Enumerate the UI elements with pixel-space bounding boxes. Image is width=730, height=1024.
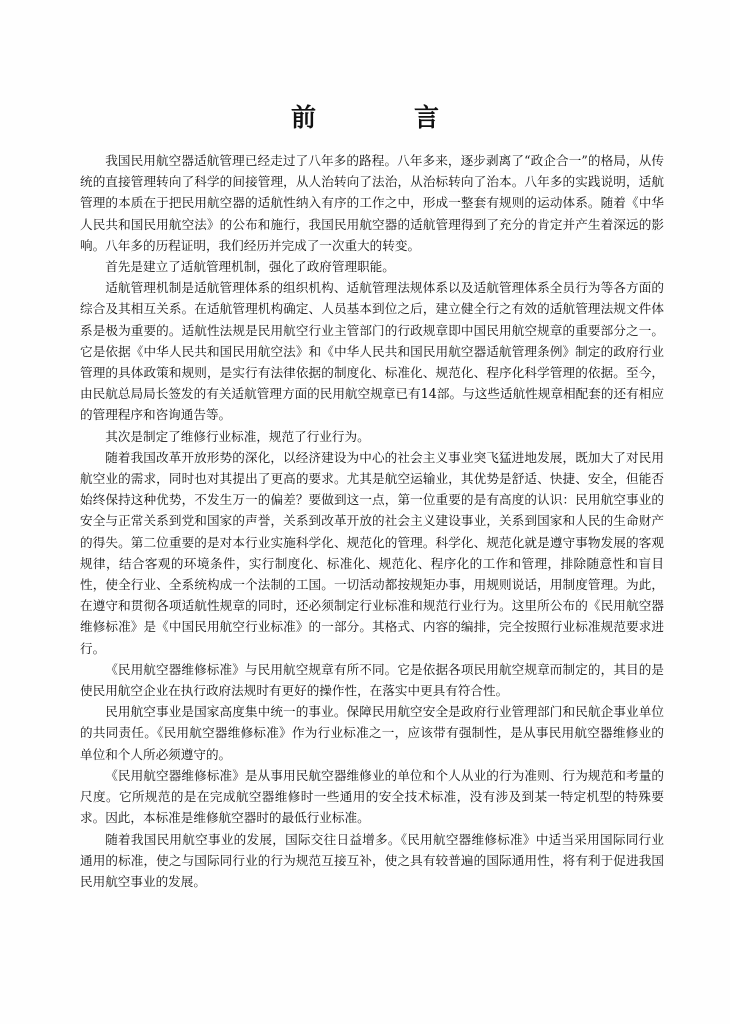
page-title: [0, 98, 730, 134]
paragraph: 随着我国民用航空事业的发展，国际交往日益增多。《民用航空器维修标准》中适当采用国际同行业通用的标准，使之与国际同行业的行为规范互接互补，使之具有较普遍的国际通用性，将有利于促进我国民用航空事业的发展。: [80, 831, 664, 889]
paragraph: 《民用航空器维修标准》是从事用民航空器维修业的单位和个人从业的行为准则、行为规范和考量的尺度。它所规范的是在完成航空器维修时一些通用的安全技术标准，没有涉及到某一特定机型的特殊要求。因此，本标准是维修航空器时的最低行业标准。: [80, 767, 664, 826]
paragraph: 随着我国改革开放形势的深化，以经济建设为中心的社会主义事业突飞猛进地发展，既加大了对民用航空业的需求，同时也对其提出了更高的要求。尤其是航空运输业，其优势是舒适、快捷、安全，但能否始终保持这种优势，不发生万一的偏差？要做到这一点，第一位重要的是有高度的认识：民用航空事业的安全与正常关系到党和国家的声誉，关系到改革开放的社会主义建设事业，关系到国家和人民的生命财产的得失。第二位重要的是对本行业实施科学化、规范化的管理。科学化、规范化就是遵守事物发展的客观规律，结合客观的环境条件，实行制度化、标准化、规范化、程序化的工作和管理，排除随意性和盲目性，使全行业、全系统构成一个法制的工国。一切活动都按规矩办事，用规则说话，用制度管理。为此，在遵守和贯彻各项适航性规章的同时，还必须制定行业标准和规范行业行为。这里所公布的《民用航空器维修标准》是《中国民用航空行业标准》的一部分。其格式、内容的编排，完全按照行业标准规范要求进行。: [80, 449, 664, 656]
paragraph: 首先是建立了适航管理机制，强化了政府管理职能。: [105, 259, 395, 275]
paragraph: 民用航空事业是国家高度集中统一的事业。保障民用航空安全是政府行业管理部门和民航企事业单位的共同责任。《民用航空器维修标准》作为行业标准之一，应该带有强制性，是从事民用航空器维修业的单位和个人所必须遵守的。: [80, 704, 664, 762]
paragraph: 适航管理机制是适航管理体系的组织机构、适航管理法规体系以及适航管理体系全员行为等各方面的综合及其相互关系。在适航管理机构确定、人员基本到位之后，建立健全行之有效的适航管理法规文件体系是极为重要的。适航性法规是民用航空行业主管部门的行政规章即中国民用航空规章的重要部分之一。它是依据《中华人民共和国民用航空法》和《中华人民共和国民用航空器适航管理条例》制定的政府行业管理的具体政策和规则，是实行有法律依据的制度化、标准化、规范化、程序化科学管理的依据。至今，由民航总局局长签发的有关适航管理方面的民用航空规章已有14部。与这些适航性规章相配套的还有相应的管理程序和咨询通告等。: [80, 280, 664, 423]
title-char-2: 言: [414, 103, 440, 132]
paragraph: 其次是制定了维修行业标准，规范了行业行为。: [105, 428, 370, 444]
body-text: [80, 150, 664, 892]
paragraph: 《民用航空器维修标准》与民用航空规章有所不同。它是依据各项民用航空规章而制定的，其目的是使民用航空企业在执行政府法规时有更好的操作性，在落实中更具有符合性。: [80, 661, 664, 699]
title-char-1: 前: [290, 103, 316, 132]
paragraph: 我国民用航空器适航管理已经走过了八年多的路程。八年多来，逐步剥离了“政企合一”的格局，从传统的直接管理转向了科学的间接管理，从人治转向了法治，从治标转向了治本。八年多的实践说明，适航管理的本质在于把民用航空器的适航性纳入有序的工作之中，形成一整套有规则的运动体系。随着《中华人民共和国民用航空法》的公布和施行，我国民用航空器的适航管理得到了充分的肯定并产生着深远的影响。八年多的历程证明，我们经历并完成了一次重大的转变。: [80, 153, 664, 253]
